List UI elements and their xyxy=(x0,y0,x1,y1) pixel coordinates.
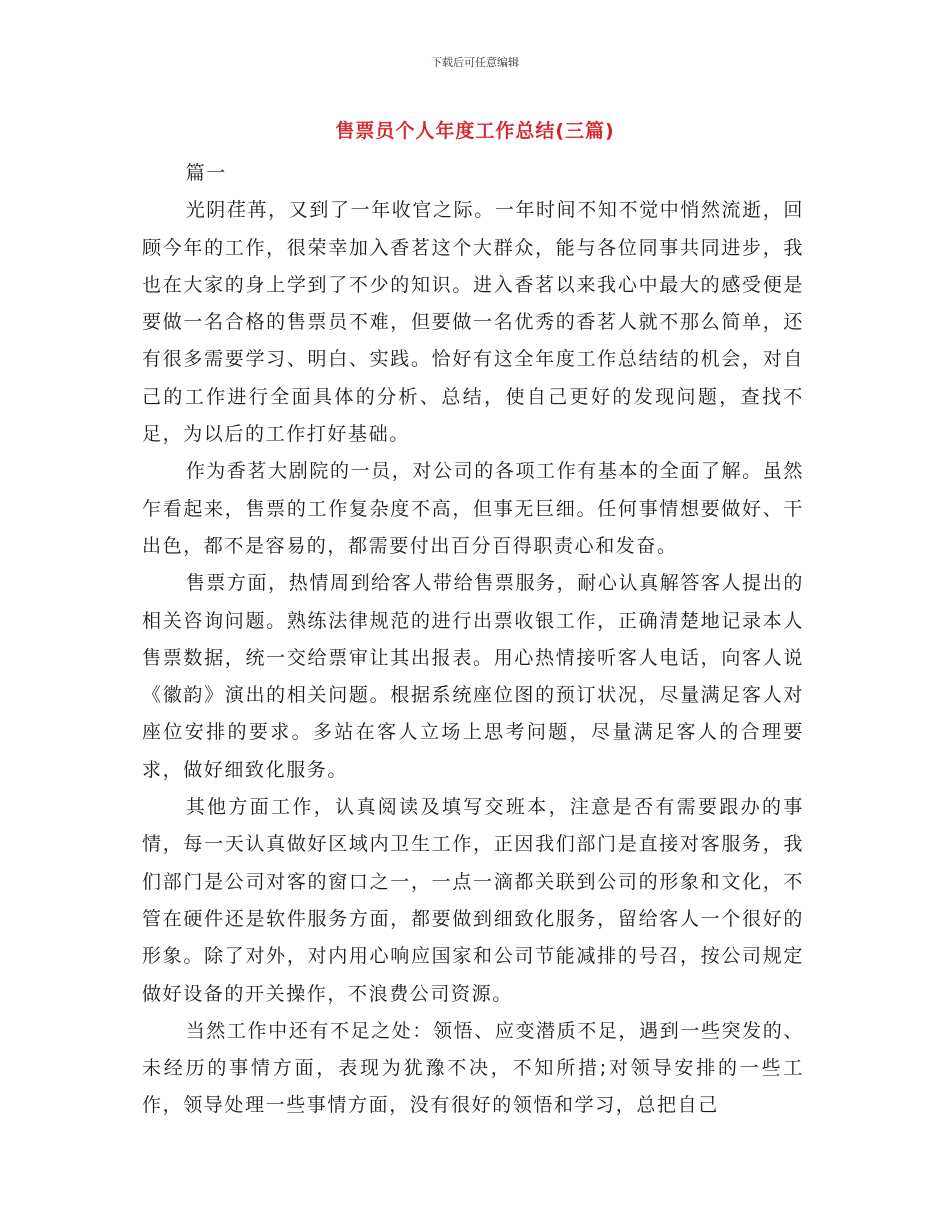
paragraph: 售票方面，热情周到给客人带给售票服务，耐心认真解答客人提出的相关咨询问题。熟练法律规范的进行出票收银工作，正确清楚地记录本人售票数据，统一交给票审让其出报表。用心热情接听客人电话，向客人说《徽韵》演出的相关问题。根据系统座位图的预订状况，尽量满足客人对座位安排的要求。多站在客人立场上思考问题，尽量满足客人的合理要求，做好细致化服务。 xyxy=(142,572,804,781)
document-title: 售票员个人年度工作总结(三篇) xyxy=(335,120,615,142)
document-body xyxy=(142,155,804,1125)
paragraph: 作为香茗大剧院的一员，对公司的各项工作有基本的全面了解。虽然乍看起来，售票的工作复杂度不高，但事无巨细。任何事情想要做好、干出色，都不是容易的，都需要付出百分百得职责心和发奋。 xyxy=(142,460,804,557)
paragraph: 当然工作中还有不足之处：领悟、应变潜质不足，遇到一些突发的、未经历的事情方面，表现为犹豫不决，不知所措;对领导安排的一些工作，领导处理一些事情方面，没有很好的领悟和学习，总把自己 xyxy=(142,1019,804,1117)
paragraph: 其他方面工作，认真阅读及填写交班本，注意是否有需要跟办的事情，每一天认真做好区域内卫生工作，正因我们部门是直接对客服务，我们部门是公司对客的窗口之一，一点一滴都关联到公司的形象和文化，不管在硬件还是软件服务方面，都要做到细致化服务，留给客人一个很好的形象。除了对外，对内用心响应国家和公司节能减排的号召，按公司规定做好设备的开关操作，不浪费公司资源。 xyxy=(142,796,804,1005)
header-note: 下载后可任意编辑 xyxy=(431,56,519,69)
paragraph: 光阴荏苒，又到了一年收官之际。一年时间不知不觉中悄然流逝，回顾今年的工作，很荣幸加入香茗这个大群众，能与各位同事共同进步，我也在大家的身上学到了不少的知识。进入香茗以来我心中最大的感受便是要做一名合格的售票员不难，但要做一名优秀的香茗人就不那么简单，还有很多需要学习、明白、实践。恰好有这全年度工作总结结的机会，对自己的工作进行全面具体的分析、总结，使自己更好的发现问题，查找不足，为以后的工作打好基础。 xyxy=(142,199,804,446)
section-label: 篇一 xyxy=(185,162,227,184)
